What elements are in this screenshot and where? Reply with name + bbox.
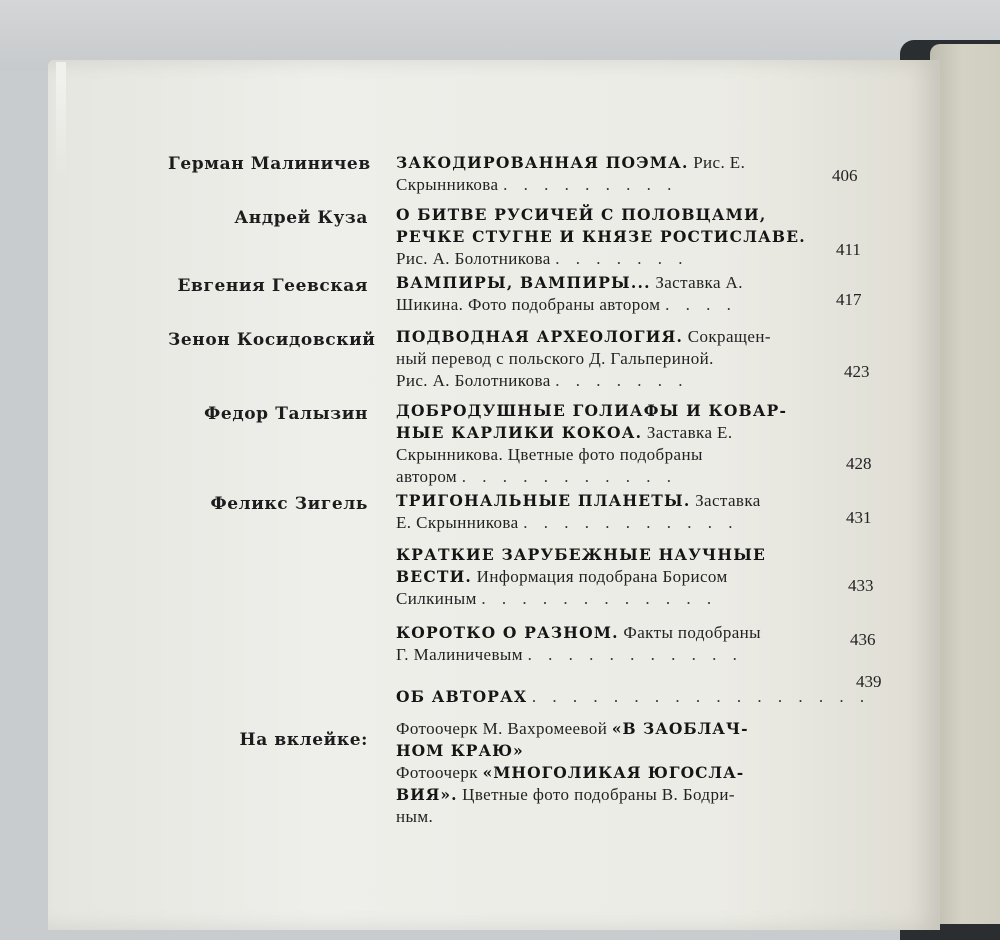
insert-credit: Фотоочерк (396, 763, 483, 782)
toc-credit: автором (396, 467, 458, 486)
toc-title: О БИТВЕ РУСИЧЕЙ С ПОЛОВЦАМИ, (396, 205, 767, 224)
insert-title: «В ЗАОБЛАЧ- (611, 719, 749, 738)
toc-entry (396, 400, 824, 488)
toc-entry (396, 152, 824, 196)
toc-credit: Сокращен- (683, 327, 771, 346)
toc-title: ТРИГОНАЛЬНЫЕ ПЛАНЕТЫ. (396, 491, 691, 510)
toc-title: КРАТКИЕ ЗАРУБЕЖНЫЕ НАУЧНЫЕ (396, 545, 767, 564)
toc-title: ПОДВОДНАЯ АРХЕОЛОГИЯ. (396, 327, 684, 346)
toc-page-number: 406 (832, 166, 858, 185)
toc-author: Евгения Геевская (177, 276, 368, 296)
insert-title: ВИЯ». (396, 785, 458, 804)
insert-title: НОМ КРАЮ» (396, 741, 524, 760)
toc-title: НЫЕ КАРЛИКИ КОКОА. (396, 423, 643, 442)
toc-author: Феликс Зигель (210, 494, 368, 514)
toc-title: ВАМПИРЫ, ВАМПИРЫ... (396, 273, 651, 292)
toc-author: Герман Малиничев (168, 154, 371, 174)
toc-author: Андрей Куза (234, 208, 368, 228)
toc-page-number: 436 (850, 630, 876, 649)
leader-dots: . . . . (665, 295, 737, 314)
toc-title: ВЕСТИ. (396, 567, 473, 586)
toc-page-number: 431 (846, 508, 872, 527)
insert-credit: Цветные фото подобраны В. Бодри- (457, 785, 735, 804)
toc-title: ЗАКОДИРОВАННАЯ ПОЭМА. (396, 153, 689, 172)
insert-credit: ным. (396, 807, 434, 826)
leader-dots: . . . . . . . . . (503, 175, 678, 194)
toc-page-number: 428 (846, 454, 872, 473)
leader-dots: . . . . . . . . . . . (461, 467, 677, 486)
toc-page-number: 433 (848, 576, 874, 595)
toc-entry (396, 326, 824, 392)
toc-credit: Заставка А. (650, 273, 743, 292)
toc-credit: Заставка (690, 491, 761, 510)
insert-label: На вклейке: (239, 730, 368, 750)
leader-dots: . . . . . . . . . . . . . . . . . (531, 687, 871, 706)
toc-credit: Силкиным (396, 589, 477, 608)
insert-entry (396, 718, 836, 828)
leader-dots: . . . . . . . . . . . (527, 645, 743, 664)
toc-entry (396, 622, 824, 666)
toc-credit: Е. Скрынникова (396, 513, 519, 532)
leader-dots: . . . . . . . (555, 371, 689, 390)
toc-page-number: 423 (844, 362, 870, 381)
toc-title: РЕЧКЕ СТУГНЕ И КНЯЗЕ РОСТИСЛАВЕ. (396, 227, 806, 246)
toc-author: Зенон Косидовский (168, 330, 376, 350)
leader-dots: . . . . . . . (555, 249, 689, 268)
toc-title: ДОБРОДУШНЫЕ ГОЛИАФЫ И КОВАР- (396, 401, 788, 420)
toc-credit: ный перевод с польского Д. Гальпериной. (396, 349, 714, 368)
toc-entry (396, 204, 824, 270)
toc-entry (396, 272, 824, 316)
insert-title: «МНОГОЛИКАЯ ЮГОСЛА- (482, 763, 745, 782)
toc-page-number: 439 (856, 672, 882, 691)
toc-author: Федор Талызин (204, 404, 368, 424)
toc-entry (396, 686, 871, 708)
toc-title: ОБ АВТОРАХ (396, 687, 528, 706)
toc-credit: Рис. Е. (688, 153, 746, 172)
toc-title: КОРОТКО О РАЗНОМ. (396, 623, 619, 642)
toc-page-number: 417 (836, 290, 862, 309)
insert-credit: Фотоочерк М. Вахромеевой (396, 719, 612, 738)
toc-page-number: 411 (836, 240, 861, 259)
toc-credit: Рис. А. Болотникова (396, 371, 551, 390)
toc-credit: Информация подобрана Борисом (472, 567, 728, 586)
leader-dots: . . . . . . . . . . . . (481, 589, 718, 608)
toc-credit: Факты подобраны (618, 623, 761, 642)
toc-credit: Заставка Е. (642, 423, 733, 442)
toc-credit: Шикина. Фото подобраны автором (396, 295, 661, 314)
toc-entry (396, 490, 824, 534)
toc-entry (396, 544, 824, 610)
toc-credit: Г. Малиничевым (396, 645, 523, 664)
toc-credit: Скрынникова (396, 175, 499, 194)
leader-dots: . . . . . . . . . . . (523, 513, 739, 532)
toc-credit: Скрынникова. Цветные фото подобраны (396, 445, 703, 464)
toc-credit: Рис. А. Болотникова (396, 249, 551, 268)
